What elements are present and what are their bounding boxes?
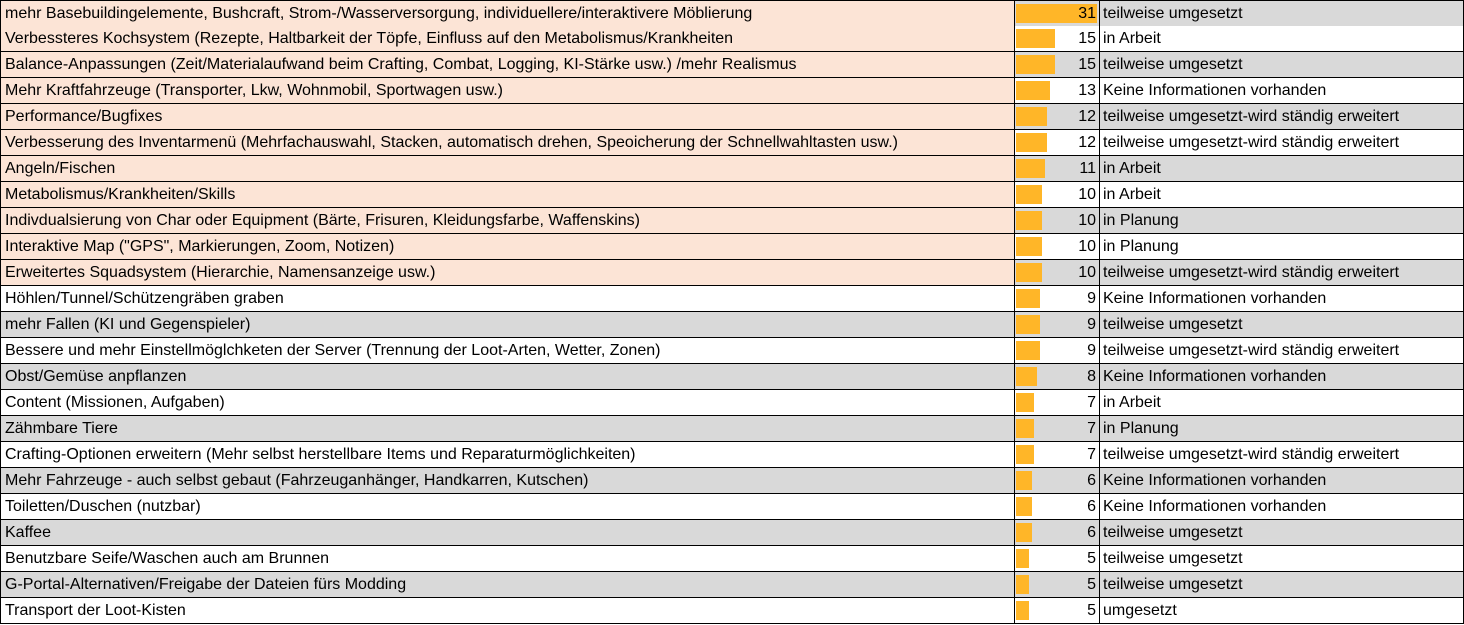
vote-count-value: 10 — [1078, 238, 1096, 255]
vote-count-value: 9 — [1087, 342, 1096, 359]
vote-count-value: 13 — [1078, 82, 1096, 99]
vote-data-bar — [1016, 549, 1029, 568]
vote-data-bar — [1016, 29, 1055, 48]
status-cell[interactable]: teilweise umgesetzt — [1099, 546, 1464, 571]
feature-label-cell[interactable]: Obst/Gemüse anpflanzen — [0, 364, 1014, 389]
table-row[interactable] — [0, 312, 1464, 338]
status-cell[interactable]: teilweise umgesetzt-wird ständig erweitert — [1099, 442, 1464, 467]
feature-label-cell[interactable]: Verbesserung des Inventarmenü (Mehrfachauswahl, Stacken, automatisch drehen, Speoicherung der Schnellwahltasten usw.) — [0, 130, 1014, 155]
vote-count-value: 31 — [1078, 5, 1096, 22]
table-row[interactable] — [0, 546, 1464, 572]
vote-count-cell[interactable] — [1014, 546, 1099, 571]
vote-data-bar — [1016, 185, 1042, 204]
status-cell[interactable]: in Arbeit — [1099, 390, 1464, 415]
vote-data-bar — [1016, 341, 1040, 360]
feature-label-cell[interactable]: Kaffee — [0, 520, 1014, 545]
vote-count-value: 9 — [1087, 290, 1096, 307]
vote-count-cell[interactable] — [1014, 416, 1099, 441]
vote-count-value: 11 — [1079, 160, 1096, 177]
vote-count-value: 10 — [1078, 212, 1096, 229]
feature-label-cell[interactable]: Indivdualsierung von Char oder Equipment (Bärte, Frisuren, Kleidungsfarbe, Waffenskins) — [0, 208, 1014, 233]
feature-label-cell[interactable]: Toiletten/Duschen (nutzbar) — [0, 494, 1014, 519]
table-row[interactable] — [0, 208, 1464, 234]
vote-count-value: 15 — [1078, 56, 1096, 73]
feature-label-cell[interactable]: Zähmbare Tiere — [0, 416, 1014, 441]
vote-data-bar — [1016, 133, 1047, 152]
status-cell[interactable]: teilweise umgesetzt — [1099, 520, 1464, 545]
status-cell[interactable]: teilweise umgesetzt — [1099, 1, 1464, 26]
status-cell[interactable]: umgesetzt — [1099, 598, 1464, 623]
vote-count-cell[interactable] — [1014, 364, 1099, 389]
vote-count-value: 10 — [1078, 186, 1096, 203]
vote-count-value: 12 — [1078, 108, 1096, 125]
vote-data-bar — [1016, 289, 1040, 308]
table-row[interactable] — [0, 130, 1464, 156]
status-cell[interactable]: in Planung — [1099, 208, 1464, 233]
table-row[interactable] — [0, 182, 1464, 208]
vote-data-bar — [1016, 211, 1042, 230]
table-row[interactable] — [0, 364, 1464, 390]
status-cell[interactable]: in Arbeit — [1099, 182, 1464, 207]
status-cell[interactable]: teilweise umgesetzt — [1099, 312, 1464, 337]
vote-count-cell[interactable] — [1014, 442, 1099, 467]
feature-label-cell[interactable]: Balance-Anpassungen (Zeit/Materialaufwand beim Crafting, Combat, Logging, KI-Stärke usw.) /mehr Realismus — [0, 52, 1014, 77]
status-cell[interactable]: in Arbeit — [1099, 156, 1464, 181]
table-row[interactable] — [0, 390, 1464, 416]
vote-count-value: 6 — [1087, 524, 1096, 541]
table-row[interactable] — [0, 416, 1464, 442]
table-row[interactable] — [0, 26, 1464, 52]
feature-label-cell[interactable]: Benutzbare Seife/Waschen auch am Brunnen — [0, 546, 1014, 571]
vote-count-cell[interactable] — [1014, 208, 1099, 233]
feature-label-cell[interactable]: Höhlen/Tunnel/Schützengräben graben — [0, 286, 1014, 311]
vote-count-value: 10 — [1078, 264, 1096, 281]
table-row[interactable] — [0, 52, 1464, 78]
vote-count-cell[interactable] — [1014, 26, 1099, 51]
vote-count-cell[interactable] — [1014, 234, 1099, 259]
status-cell[interactable]: in Planung — [1099, 234, 1464, 259]
feature-label-cell[interactable]: Transport der Loot-Kisten — [0, 598, 1014, 623]
status-cell[interactable]: teilweise umgesetzt — [1099, 572, 1464, 597]
vote-data-bar — [1016, 471, 1032, 490]
vote-count-cell[interactable] — [1014, 104, 1099, 129]
vote-count-cell[interactable] — [1014, 338, 1099, 363]
feature-label-cell[interactable]: Bessere und mehr Einstellmöglchketen der Server (Trennung der Loot-Arten, Wetter, Zonen) — [0, 338, 1014, 363]
feature-label-cell[interactable]: mehr Fallen (KI und Gegenspieler) — [0, 312, 1014, 337]
vote-count-value: 6 — [1087, 498, 1096, 515]
vote-count-cell[interactable] — [1014, 52, 1099, 77]
vote-count-cell[interactable] — [1014, 1, 1099, 26]
table-row[interactable] — [0, 104, 1464, 130]
vote-count-value: 7 — [1087, 394, 1096, 411]
feature-label-cell[interactable]: Mehr Kraftfahrzeuge (Transporter, Lkw, Wohnmobil, Sportwagen usw.) — [0, 78, 1014, 103]
table-row[interactable] — [0, 338, 1464, 364]
feature-label-cell[interactable]: Verbessteres Kochsystem (Rezepte, Haltbarkeit der Töpfe, Einfluss auf den Metabolismus/Krankheiten — [0, 26, 1014, 51]
feature-label-cell[interactable]: Performance/Bugfixes — [0, 104, 1014, 129]
feature-label-cell[interactable]: Crafting-Optionen erweitern (Mehr selbst herstellbare Items und Reparaturmöglichkeiten) — [0, 442, 1014, 467]
status-cell[interactable]: in Planung — [1099, 416, 1464, 441]
vote-data-bar — [1016, 81, 1050, 100]
vote-count-cell[interactable] — [1014, 572, 1099, 597]
table-row[interactable] — [0, 572, 1464, 598]
vote-count-cell[interactable] — [1014, 494, 1099, 519]
vote-data-bar — [1016, 523, 1032, 542]
vote-count-value: 7 — [1087, 446, 1096, 463]
vote-data-bar — [1016, 601, 1029, 620]
table-row[interactable] — [0, 468, 1464, 494]
vote-data-bar — [1016, 393, 1034, 412]
vote-data-bar — [1016, 55, 1055, 74]
table-row[interactable] — [0, 234, 1464, 260]
vote-data-bar — [1016, 159, 1045, 178]
vote-data-bar — [1016, 263, 1042, 282]
feature-label-cell[interactable]: mehr Basebuildingelemente, Bushcraft, Strom-/Wasserversorgung, individuellere/interaktivere Möblierung — [0, 1, 1014, 26]
status-cell[interactable]: Keine Informationen vorhanden — [1099, 364, 1464, 389]
status-cell[interactable]: Keine Informationen vorhanden — [1099, 78, 1464, 103]
status-cell[interactable]: Keine Informationen vorhanden — [1099, 494, 1464, 519]
feature-label-cell[interactable]: Angeln/Fischen — [0, 156, 1014, 181]
status-cell[interactable]: Keine Informationen vorhanden — [1099, 468, 1464, 493]
table-row[interactable] — [0, 442, 1464, 468]
vote-count-cell[interactable] — [1014, 286, 1099, 311]
vote-data-bar — [1016, 315, 1040, 334]
vote-data-bar — [1016, 237, 1042, 256]
status-cell[interactable]: Keine Informationen vorhanden — [1099, 286, 1464, 311]
vote-count-value: 5 — [1087, 576, 1096, 593]
vote-data-bar — [1016, 575, 1029, 594]
vote-count-cell[interactable] — [1014, 520, 1099, 545]
vote-count-value: 12 — [1078, 134, 1096, 151]
table-row[interactable] — [0, 260, 1464, 286]
vote-count-cell[interactable] — [1014, 260, 1099, 285]
vote-count-value: 8 — [1087, 368, 1096, 385]
vote-data-bar — [1016, 497, 1032, 516]
vote-count-value: 15 — [1078, 30, 1096, 47]
vote-count-cell[interactable] — [1014, 312, 1099, 337]
vote-data-bar — [1016, 445, 1034, 464]
vote-count-cell[interactable] — [1014, 78, 1099, 103]
status-cell[interactable]: teilweise umgesetzt-wird ständig erweitert — [1099, 260, 1464, 285]
vote-count-value: 6 — [1087, 472, 1096, 489]
table-row[interactable] — [0, 286, 1464, 312]
table-row[interactable] — [0, 0, 1464, 26]
status-cell[interactable]: in Arbeit — [1099, 26, 1464, 51]
feature-label-cell[interactable]: Mehr Fahrzeuge - auch selbst gebaut (Fahrzeuganhänger, Handkarren, Kutschen) — [0, 468, 1014, 493]
vote-count-cell[interactable] — [1014, 598, 1099, 623]
vote-count-cell[interactable] — [1014, 130, 1099, 155]
feature-label-cell[interactable]: Content (Missionen, Aufgaben) — [0, 390, 1014, 415]
table-row[interactable] — [0, 156, 1464, 182]
vote-count-value: 9 — [1087, 316, 1096, 333]
vote-count-cell[interactable] — [1014, 390, 1099, 415]
vote-data-bar — [1016, 367, 1037, 386]
status-cell[interactable]: teilweise umgesetzt-wird ständig erweitert — [1099, 104, 1464, 129]
feature-label-cell[interactable]: G-Portal-Alternativen/Freigabe der Dateien fürs Modding — [0, 572, 1014, 597]
table-row[interactable] — [0, 598, 1464, 624]
table-row[interactable] — [0, 494, 1464, 520]
table-row[interactable] — [0, 78, 1464, 104]
table-row[interactable] — [0, 520, 1464, 546]
vote-count-cell[interactable] — [1014, 182, 1099, 207]
feature-label-cell[interactable]: Metabolismus/Krankheiten/Skills — [0, 182, 1014, 207]
status-cell[interactable]: teilweise umgesetzt — [1099, 52, 1464, 77]
vote-count-cell[interactable] — [1014, 156, 1099, 181]
status-cell[interactable]: teilweise umgesetzt-wird ständig erweitert — [1099, 338, 1464, 363]
vote-count-value: 7 — [1087, 420, 1096, 437]
feature-label-cell[interactable]: Erweitertes Squadsystem (Hierarchie, Namensanzeige usw.) — [0, 260, 1014, 285]
feature-label-cell[interactable]: Interaktive Map ("GPS", Markierungen, Zoom, Notizen) — [0, 234, 1014, 259]
vote-data-bar — [1016, 419, 1034, 438]
vote-count-value: 5 — [1087, 550, 1096, 567]
vote-count-value: 5 — [1087, 602, 1096, 619]
vote-data-bar — [1016, 107, 1047, 126]
vote-count-cell[interactable] — [1014, 468, 1099, 493]
status-cell[interactable]: teilweise umgesetzt-wird ständig erweitert — [1099, 130, 1464, 155]
